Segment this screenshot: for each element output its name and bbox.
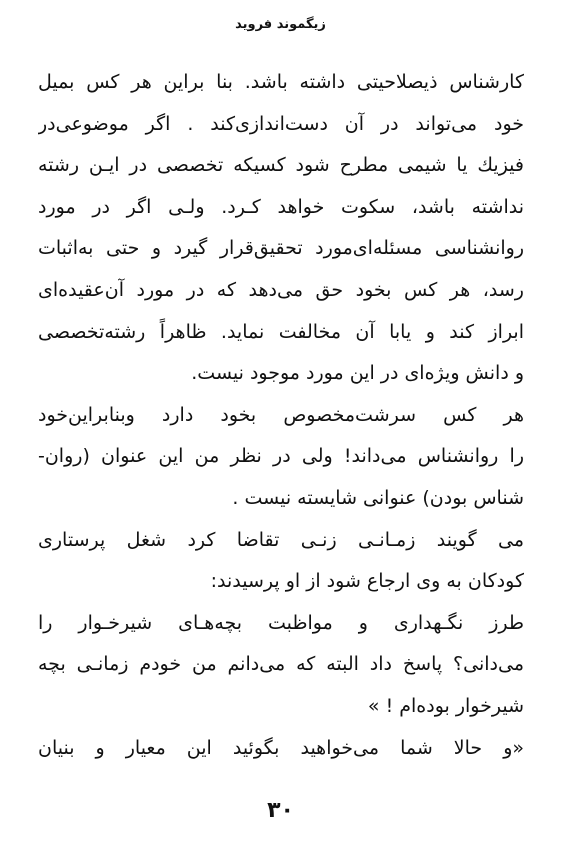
text-line: شناس بودن) عنوانی شایسته نیست . xyxy=(232,486,524,509)
text-line: فیزیك یا شیمی مطرح شود کسیکه تخصصی در ایـن رشته xyxy=(38,154,524,177)
text-line: «و حالا شما می‌خواهید بگوئید این معیار و بنیان xyxy=(38,736,524,759)
text-line: ابراز کند و یابا آن مخالفت نماید. ظاهراً رشته‌تخصصی xyxy=(38,320,524,343)
text-line: طرز نگـهداری و مواظبت بچه‌هـای شیرخـوار را xyxy=(38,611,524,634)
body-text xyxy=(38,62,524,769)
text-line: خود می‌تواند در آن دست‌اندازی‌کند . اگر موضوعی‌در xyxy=(38,112,524,135)
text-line: هر کس سرشت‌مخصوص بخود دارد و‌بنا‌براین‌خود xyxy=(38,403,524,426)
text-line: رسد، هر کس بخود حق می‌دهد که در مورد آن‌عقیده‌ای xyxy=(38,278,524,301)
text-line: کودکان به وی ارجاع شود از او پرسیدند: xyxy=(210,570,524,593)
text-line: و دانش ویژه‌ای در این مورد موجود نیست. xyxy=(191,362,524,385)
text-line: کارشناس ذیصلاحیتی داشته باشد. بنا براین هر کس بمیل xyxy=(38,71,524,93)
text-line: نداشته باشد، سکوت خواهد کـرد. ولـی اگر در مورد xyxy=(38,195,524,218)
running-header: زیگموند فروید xyxy=(235,17,326,32)
text-line: روانشناسی مسئله‌ای‌مورد تحقیق‌قرار گیرد و حتی به‌اثبات xyxy=(38,237,524,260)
text-line: شیرخوار بوده‌ام ! » xyxy=(367,694,524,717)
page-number: ۳۰ xyxy=(267,798,294,823)
text-line: می‌دانی؟ پاسخ داد البته که می‌دانم من خودم زمانـی بچه xyxy=(38,653,524,676)
text-line: می گویند زمـانـی زنـی تقاضا کرد شغل پرستاری xyxy=(38,528,524,551)
text-line: را روانشناس می‌داند! ولی در نظر من این عنوان (روان- xyxy=(38,445,524,468)
